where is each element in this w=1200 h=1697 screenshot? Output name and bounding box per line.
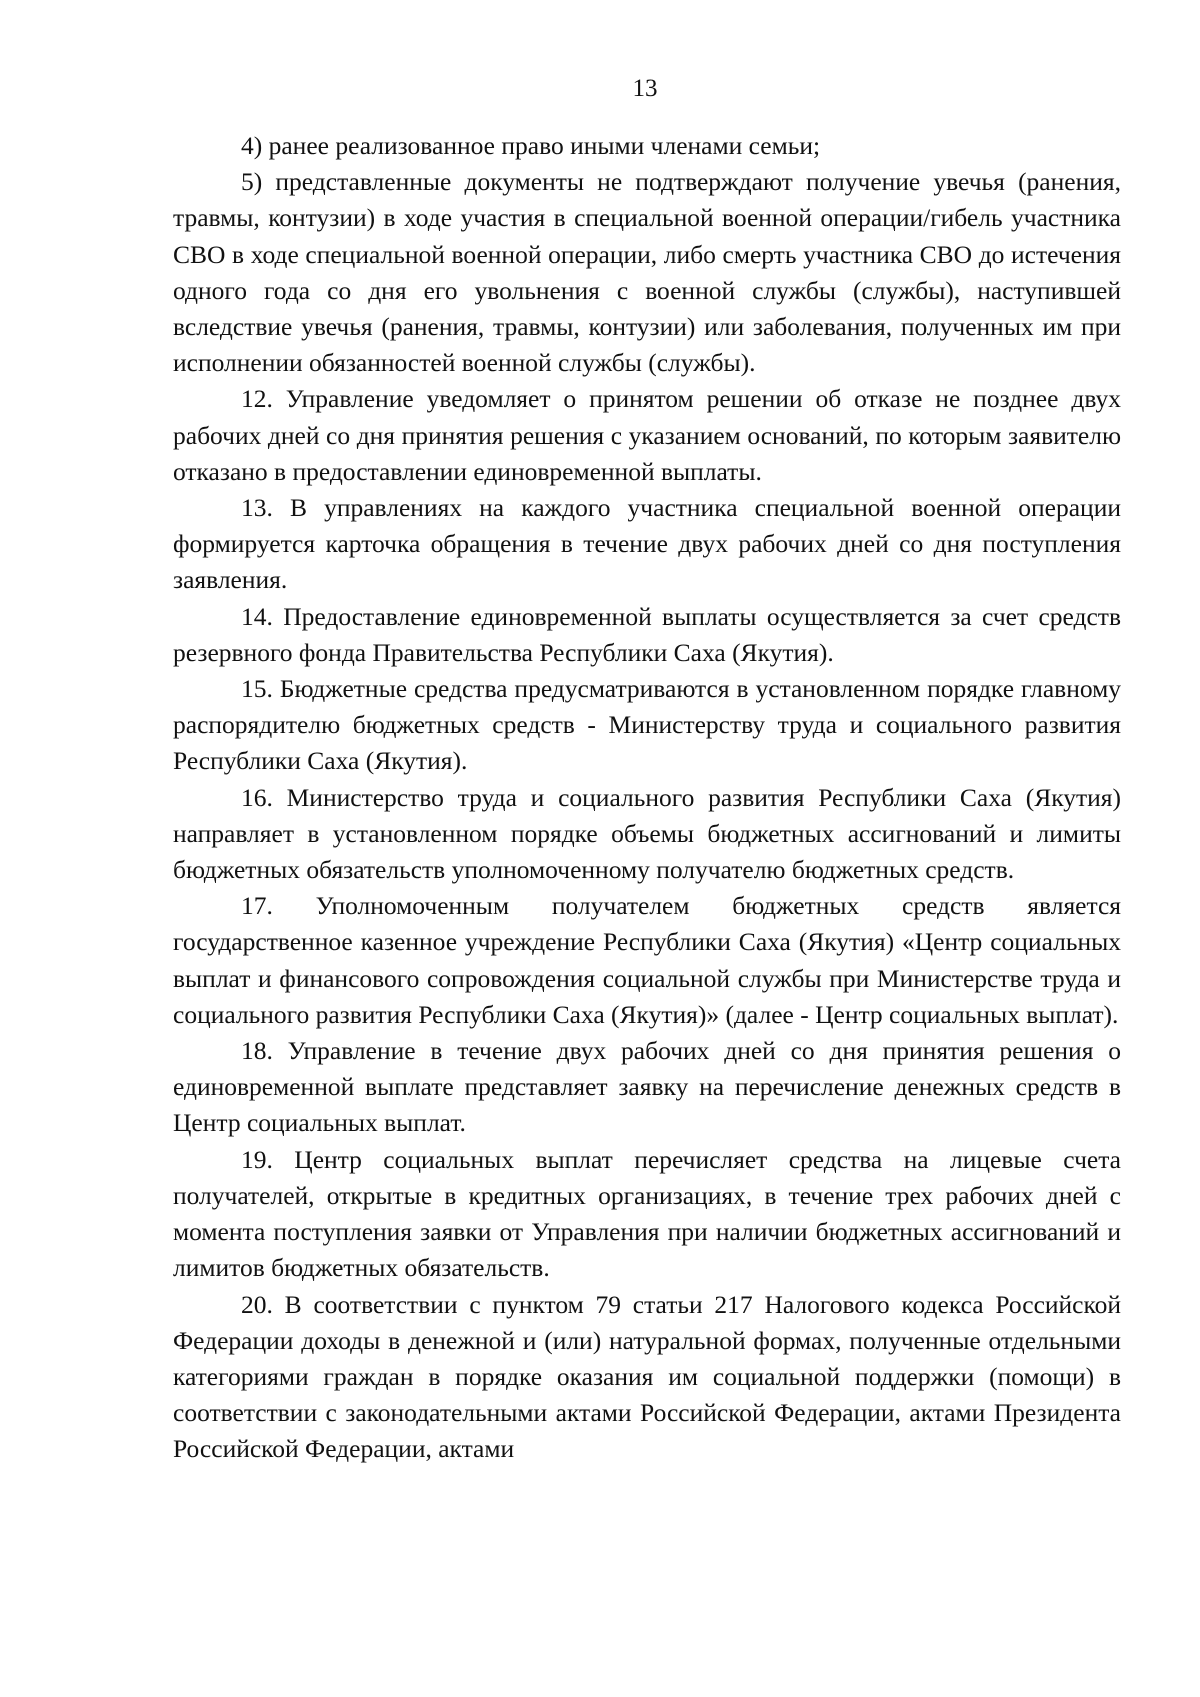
paragraph-16: 16. Министерство труда и социального развития Республики Саха (Якутия) направляет в установленном порядке объемы бюджетных ассигнований и лимиты бюджетных обязательств уполномоченному получателю бюджетных средств.: [173, 782, 1121, 885]
document-body: [173, 128, 1121, 1468]
paragraph-17: 17. Уполномоченным получателем бюджетных средств является государственное казенное учреждение Республики Саха (Якутия) «Центр социальных выплат и финансового сопровождения социальной службы при Министерстве труда и социального развития Республики Саха (Якутия)» (далее - Центр социальных выплат).: [173, 891, 1121, 1029]
paragraph-item-5: 5) представленные документы не подтверждают получение увечья (ранения, травмы, контузии) в ходе участия в специальной военной операции/гибель участника СВО в ходе специальной военной операции, либо смерть участника СВО до истечения одного года со дня его увольнения с военной службы (службы), наступившей вследствие увечья (ранения, травмы, контузии) или заболевания, полученных им при исполнении обязанностей военной службы (службы).: [173, 167, 1121, 378]
paragraph-19: 19. Центр социальных выплат перечисляет средства на лицевые счета получателей, открытые в кредитных организациях, в течение трех рабочих дней с момента поступления заявки от Управления при наличии бюджетных ассигнований и лимитов бюджетных обязательств.: [173, 1144, 1121, 1283]
paragraph-14: 14. Предоставление единовременной выплаты осуществляется за счет средств резервного фонда Правительства Республики Саха (Якутия).: [173, 601, 1121, 667]
page-number: 13: [632, 75, 658, 102]
paragraph-12: 12. Управление уведомляет о принятом решении об отказе не позднее двух рабочих дней со дня принятия решения с указанием оснований, по которым заявителю отказано в предоставлении единовременной выплаты.: [173, 384, 1121, 486]
paragraph-15: 15. Бюджетные средства предусматриваются в установленном порядке главному распорядителю бюджетных средств - Министерству труда и социального развития Республики Саха (Якутия).: [173, 674, 1121, 776]
paragraph-20: 20. В соответствии с пунктом 79 статьи 217 Налогового кодекса Российской Федерации доходы в денежной и (или) натуральной формах, полученные отдельными категориями граждан в порядке оказания им социальной поддержки (помощи) в соответствии с законодательными актами Российской Федерации, актами Президента Российской Федерации, актами: [173, 1289, 1121, 1464]
paragraph-13: 13. В управлениях на каждого участника специальной военной операции формируется карточка обращения в течение двух рабочих дней со дня поступления заявления.: [173, 493, 1121, 595]
paragraph-18: 18. Управление в течение двух рабочих дней со дня принятия решения о единовременной выплате представляет заявку на перечисление денежных средств в Центр социальных выплат.: [173, 1036, 1121, 1138]
paragraph-item-4: 4) ранее реализованное право иными членами семьи;: [241, 131, 821, 160]
